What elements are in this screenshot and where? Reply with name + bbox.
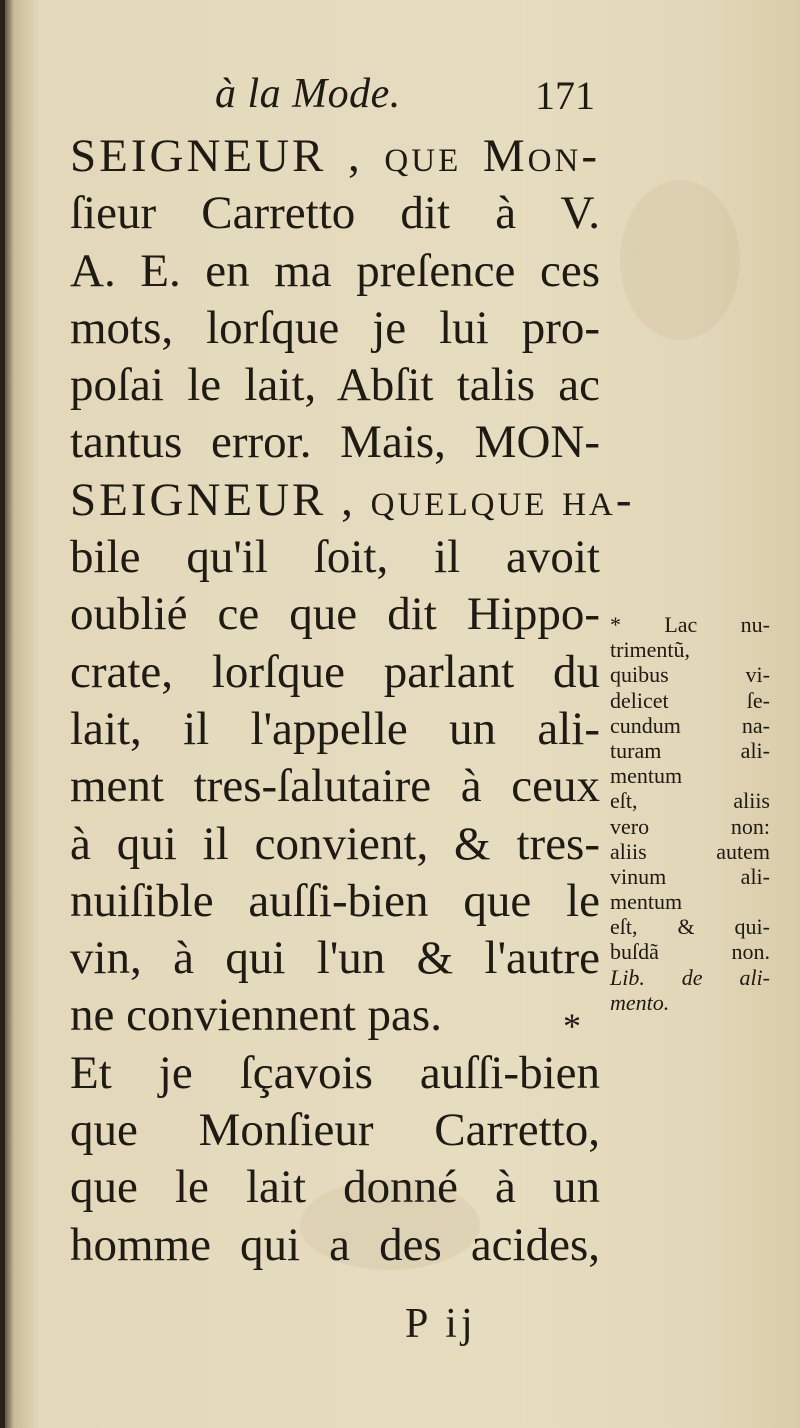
text-line: ment tres-ſalutaire à ceux [70,760,600,813]
text-line: que le lait donné à un [70,1161,600,1214]
text-line: vin, à qui l'un & l'autre [70,932,600,985]
text-line: à qui il convient, & tres- [70,817,600,870]
note-line: mentum [610,763,683,789]
note-line: turam ali- [610,737,770,763]
margin-note [610,612,770,1015]
text-line: bile qu'il ſoit, il avoit [70,531,600,584]
note-line: mentum [610,889,683,915]
text-line: homme qui a des acides, [70,1218,600,1271]
footnote-marker: * [563,1006,581,1046]
note-line: trimentũ, [610,637,691,663]
text-line: crate, lorſque parlant du [70,645,600,698]
text-line: mots, lorſque je lui pro- [70,301,600,354]
page-header [0,62,800,122]
text-line: que Monſieur Carretto, [70,1104,600,1157]
text-line: nuiſible auſſi-bien que le [70,874,600,927]
text-line: SEIGNEUR , quelque ha- [70,473,635,526]
note-line: aliis autem [610,838,770,864]
note-line: cundum na- [610,712,770,738]
signature-mark: P ij [405,1301,477,1347]
note-line: eſt, & qui- [610,914,770,940]
text-line: SEIGNEUR , que Mon- [70,130,600,182]
text-line: ne conviennent pas. [70,989,442,1042]
page-number: 171 [535,73,595,118]
paper-stain [620,180,740,340]
page-gutter [0,0,5,1428]
note-line: vero non: [610,813,770,839]
text-line: lait, il l'appelle un ali- [70,702,600,755]
note-line: Lib. de ali- [610,964,770,990]
text-line: tantus error. Mais, MON- [70,416,600,469]
main-text-block [70,128,635,1274]
note-line: eſt, aliis [610,788,770,814]
text-line: A. E. en ma preſence ces [70,244,600,297]
note-line: mento. [610,989,670,1015]
text-line: ſieur Carretto dit à V. [70,187,600,240]
note-line: vinum ali- [610,863,770,889]
text-line: oublié ce que dit Hippo- [70,588,600,641]
running-title: à la Mode. [215,71,401,117]
note-line: delicet ſe- [610,687,770,713]
note-line: buſdã non. [610,939,770,965]
note-line: quibus vi- [610,662,770,688]
text-line: Et je ſçavois auſſi-bien [70,1046,600,1099]
text-line: poſai le lait, Abſit talis ac [70,359,600,412]
note-line: * Lac nu- [610,612,770,637]
